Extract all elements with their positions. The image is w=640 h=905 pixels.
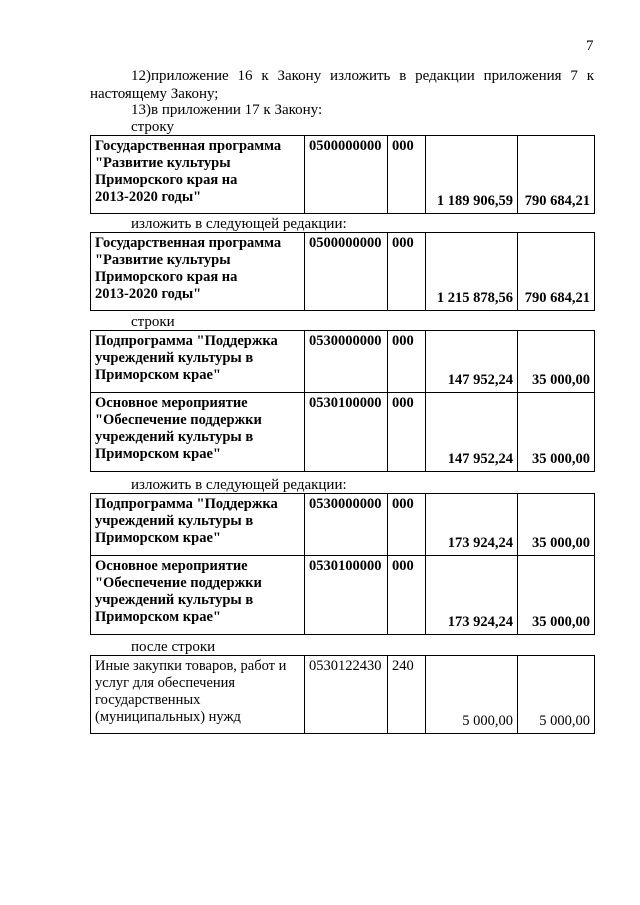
code-cell: 0530000000: [305, 331, 388, 393]
label-rows: строки: [131, 314, 175, 330]
type-cell: 000: [388, 331, 426, 393]
amount2-cell: 5 000,00: [518, 656, 595, 734]
table-row: [91, 393, 595, 472]
amount1-cell: 173 924,24: [426, 494, 518, 556]
type-cell: 240: [388, 656, 426, 734]
amount2-cell: 35 000,00: [518, 494, 595, 556]
table-row: [91, 556, 595, 635]
subprogram-name-cell: Подпрограмма "Поддержка учреждений культуры в Приморском крае": [91, 331, 305, 393]
table-row: [91, 136, 595, 214]
amount2-cell: 790 684,21: [518, 136, 595, 214]
amount1-cell: 1 215 878,56: [426, 233, 518, 311]
amount2-cell: 35 000,00: [518, 393, 595, 472]
budget-table-old-program: [90, 135, 595, 214]
amount1-cell: 173 924,24: [426, 556, 518, 635]
type-cell: 000: [388, 494, 426, 556]
amount1-cell: 147 952,24: [426, 331, 518, 393]
label-after-row: после строки: [131, 639, 216, 655]
label-row: строку: [131, 119, 174, 135]
amount2-cell: 790 684,21: [518, 233, 595, 311]
item-13: 13)в приложении 17 к Закону:: [131, 102, 323, 118]
code-cell: 0530100000: [305, 556, 388, 635]
program-name-cell: Государственная программа "Развитие культуры Приморского края на 2013-2020 годы": [91, 233, 305, 311]
code-cell: 0530122430: [305, 656, 388, 734]
program-name-cell: Государственная программа "Развитие культуры Приморского края на 2013-2020 годы": [91, 136, 305, 214]
type-cell: 000: [388, 393, 426, 472]
amount2-cell: 35 000,00: [518, 556, 595, 635]
amount2-cell: 35 000,00: [518, 331, 595, 393]
amount1-cell: 5 000,00: [426, 656, 518, 734]
label-new-edition-1: изложить в следующей редакции:: [131, 216, 347, 232]
budget-table-new-subprogram: [90, 493, 595, 635]
code-cell: 0530000000: [305, 494, 388, 556]
code-cell: 0500000000: [305, 233, 388, 311]
code-cell: 0530100000: [305, 393, 388, 472]
activity-name-cell: Основное мероприятие "Обеспечение поддержки учреждений культуры в Приморском крае": [91, 556, 305, 635]
code-cell: 0500000000: [305, 136, 388, 214]
table-row: [91, 331, 595, 393]
table-row: [91, 233, 595, 311]
expense-name-cell: Иные закупки товаров, работ и услуг для обеспечения государственных (муниципальных) нужд: [91, 656, 305, 734]
type-cell: 000: [388, 556, 426, 635]
label-new-edition-2: изложить в следующей редакции:: [131, 477, 347, 493]
type-cell: 000: [388, 233, 426, 311]
budget-table-new-program: [90, 232, 595, 311]
page-number: 7: [586, 38, 594, 54]
subprogram-name-cell: Подпрограмма "Поддержка учреждений культуры в Приморском крае": [91, 494, 305, 556]
type-cell: 000: [388, 136, 426, 214]
budget-table-procurement: [90, 655, 595, 734]
amount1-cell: 147 952,24: [426, 393, 518, 472]
budget-table-old-subprogram: [90, 330, 595, 472]
table-row: [91, 494, 595, 556]
amount1-cell: 1 189 906,59: [426, 136, 518, 214]
item-12-line-2: настоящему Закону;: [90, 86, 219, 102]
table-row: [91, 656, 595, 734]
item-12-line-1: 12)приложение 16 к Закону изложить в редакции приложения 7 к: [131, 68, 594, 84]
activity-name-cell: Основное мероприятие "Обеспечение поддержки учреждений культуры в Приморском крае": [91, 393, 305, 472]
